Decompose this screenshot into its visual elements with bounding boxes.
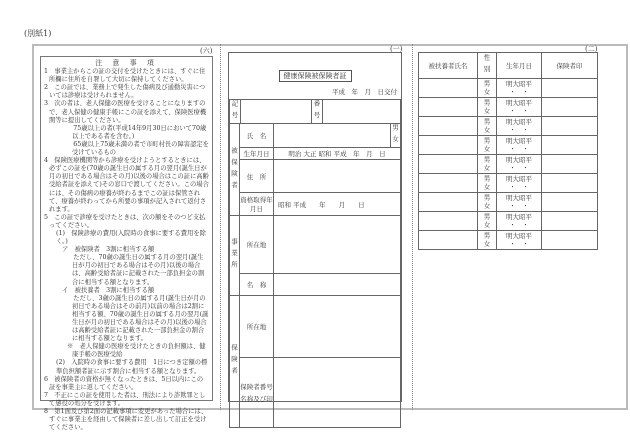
office-location-label: 所在地 <box>240 216 274 274</box>
dependent-name-field[interactable] <box>419 155 478 174</box>
name-label: 氏 名 <box>240 124 274 148</box>
address-label: 住 所 <box>240 160 274 193</box>
dependent-row <box>419 193 598 212</box>
card-title: 健康保険被保険者証 <box>279 70 352 82</box>
dependent-sex[interactable]: 男女 <box>478 79 497 98</box>
address-field[interactable] <box>274 160 401 193</box>
dependent-era: 明大昭平 <box>506 99 532 107</box>
dependent-era: 明大昭平 <box>506 118 532 126</box>
dependent-name-field[interactable] <box>419 136 478 155</box>
dependent-seal-field[interactable] <box>542 212 598 231</box>
dependent-era: 明大昭平 <box>506 213 532 221</box>
dependent-row <box>419 212 598 231</box>
annex-label: (別紙1) <box>24 29 52 38</box>
dependent-sex[interactable]: 男女 <box>478 174 497 193</box>
dependent-date-dots[interactable]: ・ ・ <box>509 88 529 96</box>
dependent-row <box>419 231 598 250</box>
note-line: 7 不正にこの証を使用した者は、刑法により詐欺罪として懲役の処分を受けます。 <box>44 391 206 407</box>
birth-label: 生年月日 <box>240 148 274 160</box>
note-line: ※ 老人保健の医療を受けたときの負担額は、健康手帳の医療受給 <box>67 343 206 359</box>
insurance-card <box>228 52 402 402</box>
notes-section <box>40 56 213 432</box>
dependent-seal-field[interactable] <box>542 79 598 98</box>
dependent-sex[interactable]: 男女 <box>478 117 497 136</box>
dependent-era: 明大昭平 <box>506 175 532 183</box>
dependent-era: 明大昭平 <box>506 137 532 145</box>
insurer-name-label: 名称及び印 <box>240 394 273 403</box>
dependent-date-dots[interactable]: ・ ・ <box>509 183 529 191</box>
dependent-seal-field[interactable] <box>542 155 598 174</box>
note-line: 75歳以上の者(平成14年9月30日において70歳以上である者を含む。) <box>67 124 207 140</box>
note-line: 6 被保険者の資格が無くなったときは、5日以内にこの証を事業主に返してください。 <box>44 375 204 391</box>
dependent-seal-field[interactable] <box>542 231 598 250</box>
note-line: 5 この証で診療を受けたときは、次の額をそのつど支払ってください。 <box>44 213 206 229</box>
dependent-sex[interactable]: 男女 <box>478 193 497 212</box>
dependent-date-dots[interactable]: ・ ・ <box>509 126 529 134</box>
page-number: (六) <box>200 47 213 55</box>
note-line: 65歳以上75歳未満の者で市町村長の障害認定を受けているもの <box>67 140 209 157</box>
note-line: ア 被保険者 3割に相当する額 <box>62 246 155 254</box>
note-line: 3 次の者は、老人保健の医療を受けることになりますので、老人保健の健康手帳にこの証を添えて、保険医療機関等に提出してください。 <box>44 100 207 124</box>
dependent-seal-field[interactable] <box>542 193 598 212</box>
insured-label: 被保険者 <box>230 124 240 216</box>
symbol-label: 記号 <box>230 100 239 123</box>
page-number: (二) <box>585 45 598 53</box>
office-name-field[interactable] <box>274 274 401 296</box>
dependent-date-dots[interactable]: ・ ・ <box>509 164 529 172</box>
number-field[interactable] <box>323 100 401 124</box>
insurer-location-field[interactable] <box>274 296 401 358</box>
fold-line <box>412 44 413 410</box>
dependent-era: 明大昭平 <box>506 194 532 202</box>
dependent-sex[interactable]: 男女 <box>478 98 497 117</box>
dependent-name-field[interactable] <box>419 174 478 193</box>
office-name-label: 名 称 <box>240 274 274 296</box>
dependent-seal-field[interactable] <box>542 117 598 136</box>
dependent-row <box>419 98 598 117</box>
dependent-date-dots[interactable]: ・ ・ <box>509 240 529 248</box>
header-seal: 保険者印 <box>542 53 598 79</box>
dependent-row <box>419 136 598 155</box>
note-line: 8 第1面及び第2面の記載事項に変更があった場合には、すぐに事業主を経由して保険者に差し出して訂正を受けてください。 <box>44 408 208 432</box>
name-field[interactable] <box>274 124 391 148</box>
dependent-sex[interactable]: 男女 <box>478 155 497 174</box>
note-line: イ 被扶養者 3割に相当する額 <box>62 286 155 294</box>
dependent-row <box>419 79 598 98</box>
issue-date: 平成 年 月 日交付 <box>332 88 397 96</box>
dependent-sex[interactable]: 男女 <box>478 136 497 155</box>
dependent-seal-field[interactable] <box>542 98 598 117</box>
header-birth: 生年月日 <box>497 53 542 79</box>
note-line: 2 この証では、業務上で発生した傷病及び通勤災害については診療は受けられません。 <box>44 84 206 100</box>
acquisition-date-label: 資格取得年月日 <box>240 193 274 216</box>
insurer-number-label: 保険者番号 <box>240 382 273 391</box>
dependent-era: 明大昭平 <box>506 80 532 88</box>
dependent-sex[interactable]: 男女 <box>478 231 497 250</box>
symbol-field[interactable] <box>241 100 312 124</box>
note-line: ただし、70歳の誕生日の属する月の翌月(誕生日が月の初日である場合はその月)以後の場合は、高齢受給者証に記載された一部負担金の割合に相当する額となります。 <box>67 254 205 286</box>
fold-line <box>220 44 221 410</box>
page-number: (一) <box>390 45 403 53</box>
dependent-seal-field[interactable] <box>542 174 598 193</box>
acquisition-date-field[interactable]: 昭和 平成 年 月 日 <box>274 193 401 216</box>
note-line: ただし、3歳の誕生日の属する月(誕生日が月の初日である場合はその前月)以前の場合は2割に相当する額、70歳の誕生日の属する月の翌月(誕生日が月の初日である場合はその月)以後の場合は高齢受給者証に記載された一部負担金の割合に相当する額となります。 <box>67 294 209 343</box>
dependents-table <box>418 52 598 250</box>
dependent-row <box>419 117 598 136</box>
dependent-date-dots[interactable]: ・ ・ <box>509 145 529 153</box>
header-name: 被扶養者氏名 <box>419 53 478 79</box>
dependent-row <box>419 155 598 174</box>
note-line: 1 事業主からこの証の交付を受けたときには、すぐに住所欄に住所を自署して大切に保持してください。 <box>44 68 206 84</box>
note-line: (1) 保険診療の費用(入院時の食事に要する費用を除く。) <box>56 229 206 246</box>
insurer-location-label: 所在地 <box>240 296 274 358</box>
dependent-name-field[interactable] <box>419 212 478 231</box>
number-label: 番号 <box>312 100 321 123</box>
dependent-era: 明大昭平 <box>506 156 532 164</box>
note-line: 4 保険医療機関等から診療を受けようとするときには、必ずこの証を(70歳の誕生日の属する月の翌月(誕生日が月の初日である場合はその月)以後の場合はこの証に高齢受給者証を添えて)その窓口で渡してください。この場合には、その傷病の療養が終わるまでこの証は保管されて、療養が終わってから所要の事項が記入されて返付されます。 <box>44 157 209 213</box>
insurer-label: 保険者 <box>230 296 240 428</box>
dependent-date-dots[interactable]: ・ ・ <box>509 221 529 229</box>
dependent-sex[interactable]: 男女 <box>478 212 497 231</box>
sex-label: 男女 <box>391 124 399 147</box>
notes-title: 注 意 事 項 <box>95 59 158 67</box>
dependent-era: 明大昭平 <box>506 232 532 240</box>
dependent-name-field[interactable] <box>419 117 478 136</box>
dependent-name-field[interactable] <box>419 193 478 212</box>
insurer-name-field[interactable] <box>274 358 401 428</box>
note-line: (2) 入院時の食事に要する費用 1日につき定額の標準負担額者証に示す割合に相当する額となります。 <box>56 359 208 375</box>
office-location-field[interactable] <box>274 216 401 274</box>
birth-field[interactable]: 明治 大正 昭和 平成 年 月 日 <box>274 148 401 160</box>
dependent-seal-field[interactable] <box>542 136 598 155</box>
office-label: 事業所 <box>230 216 240 296</box>
dependent-name-field[interactable] <box>419 79 478 98</box>
dependent-date-dots[interactable]: ・ ・ <box>509 202 529 210</box>
dependent-row <box>419 174 598 193</box>
header-sex: 性別 <box>478 53 497 79</box>
dependent-name-field[interactable] <box>419 98 478 117</box>
dependent-date-dots[interactable]: ・ ・ <box>509 107 529 115</box>
dependent-name-field[interactable] <box>419 231 478 250</box>
